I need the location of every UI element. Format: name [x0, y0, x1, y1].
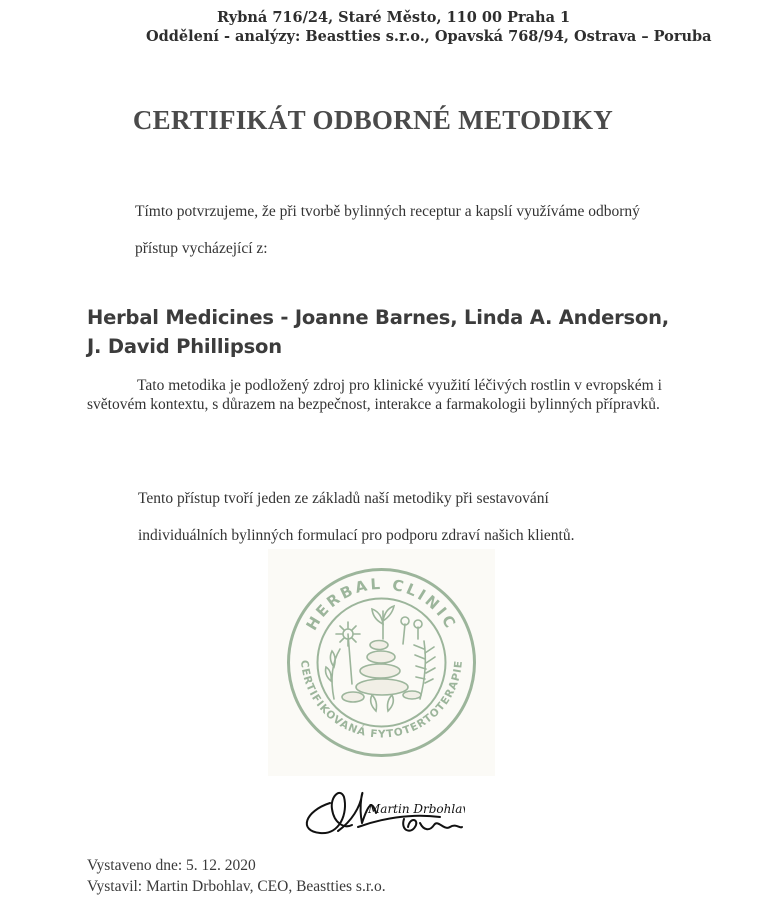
seal-icon: [268, 549, 495, 776]
issue-info: [87, 855, 386, 897]
address-line: Rybná 716/24, Staré Město, 110 00 Praha 1: [217, 9, 571, 26]
letterhead-address: [0, 8, 768, 46]
book-line-1: Herbal Medicines - Joanne Barnes, Linda A. Anderson,: [87, 306, 670, 329]
issued-by: Vystavil: Martin Drbohlav, CEO, Beastties s.r.o.: [87, 878, 386, 895]
book-line-2: J. David Phillipson: [87, 335, 282, 358]
methodology-description: Tato metodika je podložený zdroj pro klinické využití léčivých rostlin v evropském i světovém kontextu, s důrazem na bezpečnost, interakce a farmakologii bylinných přípravků.: [87, 377, 662, 413]
intro-line-1: Tímto potvrzujeme, že při tvorbě bylinných receptur a kapslí využíváme odborný: [135, 203, 640, 220]
signature: [300, 783, 465, 845]
closing-line-1: Tento přístup tvoří jeden ze základů naší metodiky při sestavování: [138, 490, 549, 507]
intro-line-2: přístup vycházející z:: [135, 240, 268, 257]
book-reference: [87, 303, 707, 361]
herbal-clinic-seal: [268, 549, 495, 776]
signature-icon: [300, 783, 465, 845]
issue-date: Vystaveno dne: 5. 12. 2020: [87, 857, 256, 874]
seal-bottom-text: CERTIFIKOVANÁ FYTOTERTOTERAPIE: [297, 659, 466, 741]
signature-script-text: Martin Drbohlav: [368, 802, 465, 816]
department-line: Oddělení - analýzy: Beastties s.r.o., Opavská 768/94, Ostrava – Poruba: [146, 28, 712, 45]
certificate-title: CERTIFIKÁT ODBORNÉ METODIKY: [132, 105, 614, 135]
closing-paragraph: [138, 480, 738, 554]
closing-line-2: individuálních bylinných formulací pro podporu zdraví našich klientů.: [138, 527, 575, 544]
seal-top-text: HERBAL CLINIC: [302, 574, 461, 634]
intro-paragraph: [135, 193, 695, 267]
